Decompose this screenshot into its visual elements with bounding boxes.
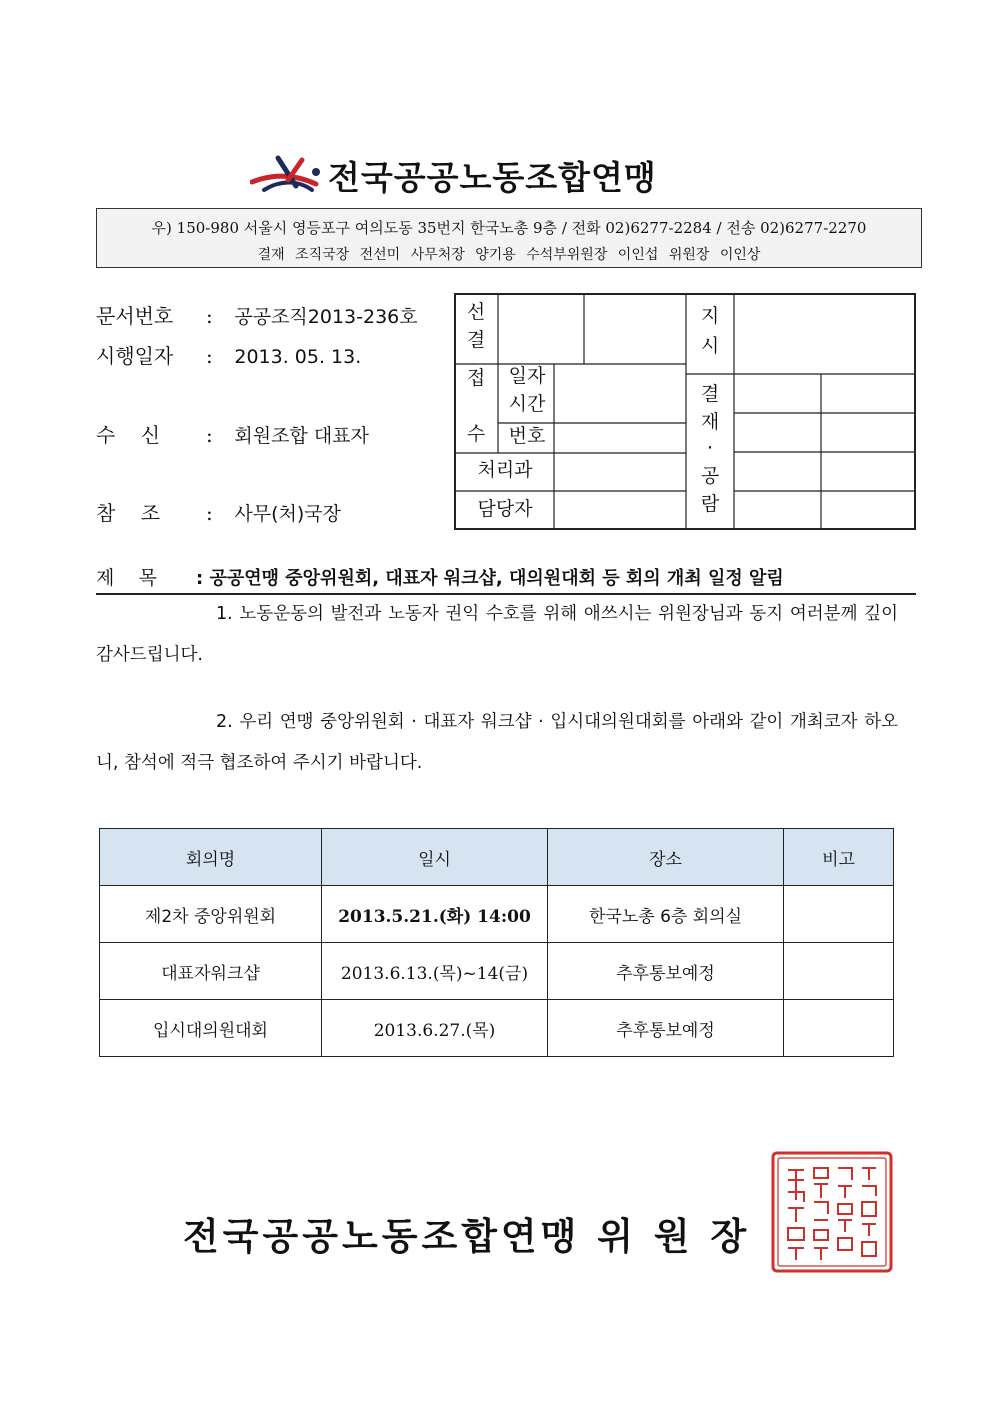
grid-label-ji: 지 (700, 305, 720, 327)
schedule-table (99, 828, 894, 1057)
issue-date-row: 시행일자 : 2013. 05. 13. (96, 340, 361, 369)
subject-line (96, 563, 916, 595)
col-header-note: 비고 (784, 829, 894, 886)
meeting-name: 대표자워크샵 (100, 943, 322, 1000)
grid-label-si: 시 (700, 335, 720, 357)
meeting-when: 2013.5.21.(화) 14:00 (322, 886, 548, 943)
address-box (96, 208, 922, 268)
meeting-name: 입시대의원대회 (100, 1000, 322, 1057)
subject-label: 제 목 (96, 567, 157, 589)
grid-label-jeop: 접 (466, 367, 486, 389)
table-header-row (100, 829, 894, 886)
body-paragraph-2: 2. 우리 연맹 중앙위원회 · 대표자 워크샵 · 입시대의원대회를 아래와 같이 개최코자 하오니, 참석에 적극 협조하여 주시기 바랍니다. (96, 712, 898, 773)
seal-icon (770, 1150, 894, 1274)
meeting-note (784, 1000, 894, 1057)
meeting-note (784, 886, 894, 943)
meeting-where: 추후통보예정 (548, 1000, 784, 1057)
recipient-label: 수 신 (96, 423, 161, 447)
col-header-where: 장소 (548, 829, 784, 886)
approval-grid (454, 293, 916, 530)
grid-label-su: 수 (466, 423, 486, 445)
grid-label-damdangja: 담당자 (477, 498, 533, 520)
grid-label-gyeol: 결 (466, 329, 486, 351)
meeting-when: 2013.6.27.(목) (322, 1000, 548, 1057)
reference-label: 참 조 (96, 501, 161, 525)
org-name: 전국공공노동조합연맹 (328, 158, 657, 197)
address-line: 우) 150-980 서울시 영등포구 여의도동 35번지 한국노총 9층 / 전화 02)6277-2284 / 전송 02)6277-2270 (151, 219, 867, 237)
col-header-when: 일시 (322, 829, 548, 886)
grid-label-sigan: 시간 (508, 393, 546, 415)
meeting-name: 제2차 중앙위원회 (100, 886, 322, 943)
issue-date: 2013. 05. 13. (234, 346, 362, 368)
doc-number: 공공조직2013-236호 (234, 306, 418, 328)
meeting-when: 2013.6.13.(목)~14(금) (322, 943, 548, 1000)
body-paragraph-1: 1. 노동운동의 발전과 노동자 권익 수호를 위해 애쓰시는 위원장님과 동지 여러분께 깊이 감사드립니다. (96, 604, 898, 665)
table-row (100, 1000, 894, 1057)
reference: 사무(처)국장 (234, 503, 341, 525)
grid-label-ilja: 일자 (508, 365, 546, 387)
doc-number-label: 문서번호 (96, 304, 174, 328)
org-logo (250, 150, 740, 197)
col-header-name: 회의명 (100, 829, 322, 886)
grid-label-seon: 선 (466, 301, 486, 323)
subject-text: : 공공연맹 중앙위원회, 대표자 워크샵, 대의원대회 등 회의 개최 일정 알림 (196, 568, 784, 589)
grid-label-cheorigwa: 처리과 (477, 459, 533, 481)
grid-label-beonho: 번호 (508, 425, 546, 447)
grid-label-gyeoljae-1: 결 (700, 383, 720, 405)
grid-label-gyeoljae-5: 람 (700, 493, 720, 515)
table-row (100, 886, 894, 943)
grid-label-gyeoljae-3: · (706, 437, 714, 459)
signature-line: 전국공공노동조합연맹 위 원 장 (183, 1215, 751, 1258)
grid-label-gyeoljae-4: 공 (700, 465, 720, 487)
reference-row: 참 조 : 사무(처)국장 (96, 497, 341, 526)
meeting-where: 추후통보예정 (548, 943, 784, 1000)
recipient: 회원조합 대표자 (234, 425, 369, 447)
grid-label-gyeoljae-2: 재 (700, 411, 720, 433)
recipient-row: 수 신 : 회원조합 대표자 (96, 419, 369, 448)
meeting-note (784, 943, 894, 1000)
meeting-where: 한국노총 6층 회의실 (548, 886, 784, 943)
doc-number-row: 문서번호 : 공공조직2013-236호 (96, 300, 418, 329)
official-seal (770, 1150, 894, 1274)
approval-line: 결재 조직국장 전선미 사무처장 양기용 수석부위원장 이인섭 위원장 이인상 (257, 247, 761, 263)
org-emblem-icon (250, 150, 330, 194)
table-row (100, 943, 894, 1000)
issue-date-label: 시행일자 (96, 344, 174, 368)
